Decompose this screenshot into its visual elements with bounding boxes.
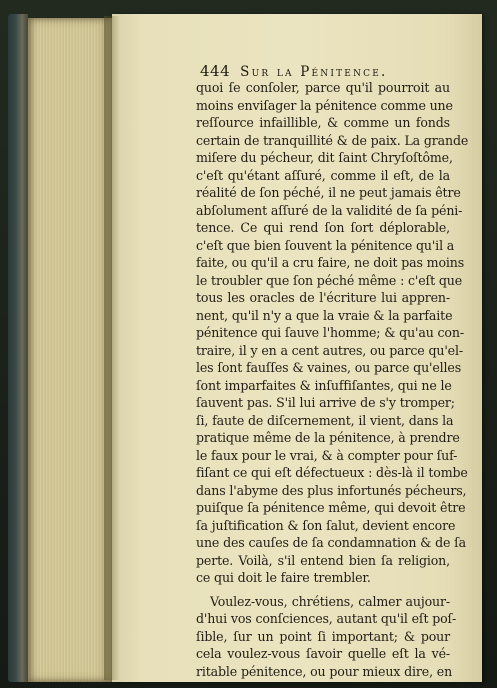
text-line: perte. Voilà, s'il entend bien ſa religion, bbox=[196, 552, 450, 568]
page-gutter-shadow bbox=[104, 16, 120, 680]
text-line: faite, ou qu'il a cru faire, ne doit pas moins bbox=[196, 255, 465, 270]
text-line: abſolument aſſuré de la validité de ſa péni- bbox=[196, 202, 463, 218]
text-line: c'eſt que bien ſouvent la pénitence qu'il a bbox=[196, 237, 455, 253]
text-line: cela voulez-vous ſavoir quelle eſt la vé- bbox=[196, 646, 450, 661]
text-line: ſible, ſur un point ſi important; & pour bbox=[196, 628, 450, 644]
book-cover-edge bbox=[8, 14, 28, 682]
text-line: une des cauſes de ſa condamnation & de ſa bbox=[196, 535, 467, 550]
page-number: 444 bbox=[200, 62, 231, 80]
text-line: ce qui doit le faire trembler. bbox=[196, 570, 371, 585]
text-line: dans l'abyme des plus infortunés pécheurs, bbox=[196, 482, 467, 498]
text-line: pratique même de la pénitence, à prendre bbox=[196, 430, 460, 445]
text-line: moins enviſager la pénitence comme une bbox=[196, 97, 453, 113]
text-line: le troubler que ſon péché même : c'eſt que bbox=[196, 272, 463, 288]
text-line: le faux pour le vrai, & à compter pour ſuf- bbox=[196, 447, 458, 463]
text-line: certain de tranquillité & de paix. La grande bbox=[196, 132, 469, 148]
text-line: d'hui vos conſciences, autant qu'il eſt poſ- bbox=[196, 611, 457, 626]
text-line: miſere du pécheur, dit ſaint Chryſoſtôme, bbox=[196, 150, 453, 165]
text-line: traire, il y en a cent autres, ou parce qu'el- bbox=[196, 342, 463, 358]
text-line: fiſant ce qui eſt défectueux : dès-là il tombe bbox=[196, 465, 468, 480]
page-edges-stack bbox=[28, 18, 112, 682]
text-line: ſauvent pas. S'il lui arrive de s'y tromper; bbox=[196, 395, 455, 410]
body-text bbox=[196, 79, 469, 680]
text-line: ritable pénitence, ou pour mieux dire, en bbox=[196, 663, 453, 679]
text-line: les ſont fauſſes & vaines, ou parce qu'elles bbox=[196, 360, 462, 375]
text-line: puiſque ſa pénitence même, qui devoit être bbox=[196, 500, 466, 515]
text-line: ſont imparfaites & inſuffiſantes, qui ne le bbox=[196, 377, 452, 393]
running-head: Sur la Pénitence. bbox=[240, 64, 388, 80]
text-line: ſa juſtification & ſon ſalut, devient encore bbox=[196, 517, 456, 533]
text-line: tous les oracles de l'écriture lui appren- bbox=[196, 290, 450, 305]
text-line: quoi ſe conſoler, parce qu'il pourroit au bbox=[196, 80, 450, 95]
text-line: nent, qu'il n'y a que la vraie & la parfaite bbox=[196, 307, 453, 323]
text-line: réalité de ſon péché, il ne peut jamais être bbox=[196, 185, 461, 200]
text-line: Voulez-vous, chrétiens, calmer aujour- bbox=[210, 593, 450, 609]
text-line: ſi, faute de diſcernement, il vient, dans la bbox=[196, 412, 454, 428]
text-line: pénitence qui ſauve l'homme; & qu'au con- bbox=[196, 325, 464, 340]
text-line: c'eſt qu'étant aſſuré, comme il eſt, de la bbox=[196, 167, 450, 183]
text-line: reſſource infaillible, & comme un fonds bbox=[196, 115, 450, 130]
text-line: tence. Ce qui rend ſon ſort déplorable, bbox=[196, 220, 450, 235]
